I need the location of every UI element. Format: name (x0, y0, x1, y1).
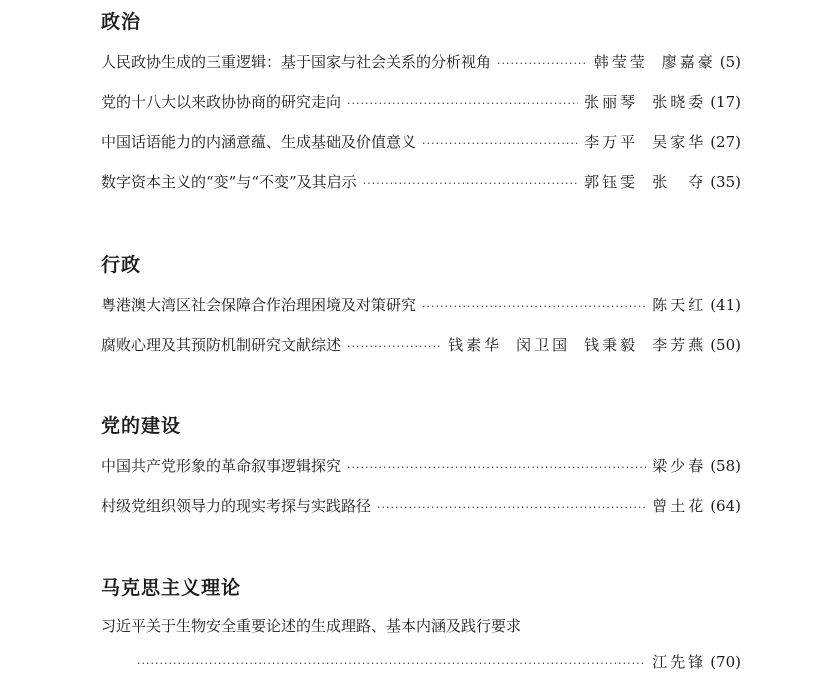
entry-authors: 曾土花 (652, 497, 707, 515)
page-number: (64) (710, 497, 741, 515)
toc-entry[interactable] (101, 122, 741, 162)
entry-authors: 陈天红 (652, 296, 707, 314)
dot-leader (422, 124, 578, 164)
dot-leader (422, 287, 646, 327)
page-number: (41) (710, 296, 741, 314)
toc-entry[interactable] (101, 325, 741, 365)
entry-title: 人民政协生成的三重逻辑：基于国家与社会关系的分析视角 (101, 53, 492, 71)
page-number: (58) (710, 457, 741, 475)
section-heading: 政治 (101, 11, 142, 33)
dot-leader (137, 646, 646, 682)
toc-entry-continuation[interactable] (101, 644, 741, 680)
dot-leader (347, 327, 442, 367)
dot-leader (377, 488, 646, 528)
entry-title: 腐败心理及其预防机制研究文献综述 (101, 336, 342, 354)
entry-authors: 韩莹莹 廖嘉豪 (593, 53, 716, 71)
toc-entry[interactable] (101, 82, 741, 122)
page-number: (70) (710, 653, 741, 671)
entry-authors: 张丽琴 张晓委 (584, 93, 707, 111)
entry-title: 数字资本主义的“变”与“不变”及其启示 (101, 173, 357, 191)
entry-title: 中国共产党形象的革命叙事逻辑探究 (101, 457, 342, 475)
entry-authors: 钱素华 闵卫国 钱秉毅 李芳燕 (448, 336, 707, 354)
section-heading: 党的建设 (101, 415, 182, 437)
toc-entry[interactable] (101, 285, 741, 325)
entry-title: 村级党组织领导力的现实考探与实践路径 (101, 497, 372, 515)
dot-leader (363, 164, 578, 204)
page-number: (5) (719, 53, 741, 71)
page-number: (35) (710, 173, 741, 191)
page-number: (27) (710, 133, 741, 151)
section-politics (101, 8, 741, 202)
entry-title: 中国话语能力的内涵意蕴、生成基础及价值意义 (101, 133, 417, 151)
entry-authors: 李万平 吴家华 (584, 133, 707, 151)
toc-entry[interactable] (101, 608, 741, 644)
dot-leader (497, 44, 588, 84)
toc-entry[interactable] (101, 486, 741, 526)
toc-entry[interactable] (101, 162, 741, 202)
entry-title: 习近平关于生物安全重要论述的生成理路、基本内涵及践行要求 (101, 617, 522, 635)
section-marxism-theory (101, 574, 741, 680)
toc-entry[interactable] (101, 42, 741, 82)
toc-entry[interactable] (101, 446, 741, 486)
section-party-building (101, 412, 741, 526)
entry-authors: 郭钰雯 张 夺 (584, 173, 707, 191)
entry-authors: 江先锋 (652, 653, 707, 671)
dot-leader (347, 448, 646, 488)
section-administration (101, 251, 741, 365)
page-number: (17) (710, 93, 741, 111)
entry-title: 党的十八大以来政协协商的研究走向 (101, 93, 342, 111)
entry-authors: 梁少春 (652, 457, 707, 475)
section-heading: 马克思主义理论 (101, 577, 242, 599)
section-heading: 行政 (101, 254, 142, 276)
entry-title: 粤港澳大湾区社会保障合作治理困境及对策研究 (101, 296, 417, 314)
page-number: (50) (710, 336, 741, 354)
dot-leader (347, 84, 578, 124)
